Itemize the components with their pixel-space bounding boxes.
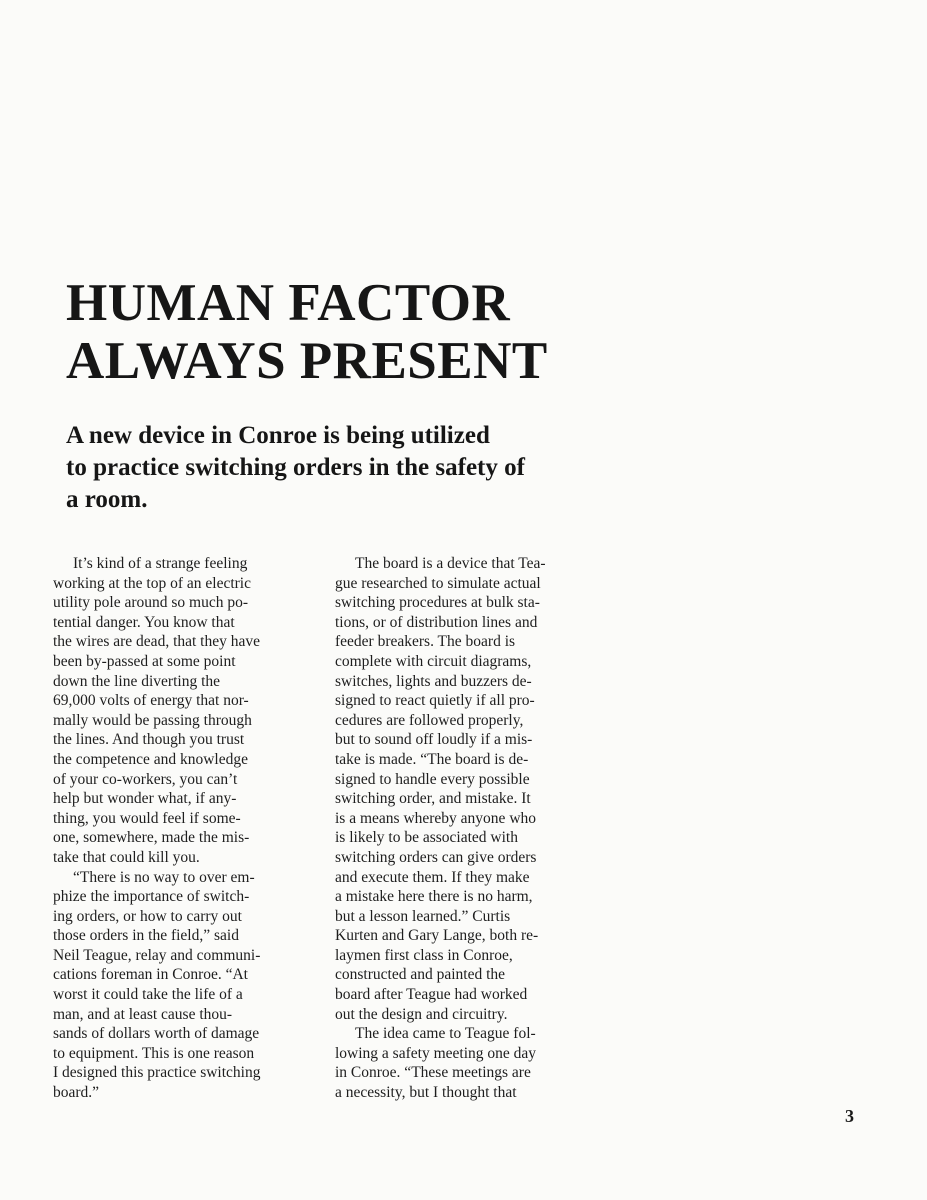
text-line: gue researched to simulate actual (335, 574, 541, 592)
text-line: worst it could take the life of a (53, 986, 243, 1004)
text-line: Neil Teague, relay and communi- (53, 946, 261, 964)
text-line: help but wonder what, if any- (53, 790, 237, 808)
article-subtitle (66, 420, 606, 516)
text-line: constructed and painted the (335, 966, 506, 984)
text-line: but to sound off loudly if a mis- (335, 731, 533, 749)
text-line: is likely to be associated with (335, 829, 518, 847)
text-line: the wires are dead, that they have (53, 633, 261, 651)
text-line: tential danger. You know that (53, 613, 235, 631)
title-line: ALWAYS PRESENT (66, 332, 548, 390)
text-line: those orders in the field,” said (53, 927, 239, 945)
text-line: and execute them. If they make (335, 868, 530, 886)
text-line: in Conroe. “These meetings are (335, 1064, 531, 1082)
text-line: the lines. And though you trust (53, 731, 245, 749)
text-line: board.” (53, 1084, 100, 1102)
text-line: working at the top of an electric (53, 574, 251, 592)
text-line: man, and at least cause thou- (53, 1005, 233, 1023)
text-line: tions, or of distribution lines and (335, 613, 538, 631)
text-line: 69,000 volts of energy that nor- (53, 692, 249, 710)
text-line: signed to react quietly if all pro- (335, 692, 535, 710)
text-line: switching order, and mistake. It (335, 790, 531, 808)
text-line: It’s kind of a strange feeling (73, 555, 248, 572)
text-line: Kurten and Gary Lange, both re- (335, 927, 539, 945)
text-line: but a lesson learned.” Curtis (335, 907, 511, 925)
text-line: take is made. “The board is de- (335, 750, 529, 768)
article-title (66, 274, 548, 390)
text-line: laymen first class in Conroe, (335, 946, 513, 964)
text-line: a necessity, but I thought that (335, 1084, 517, 1102)
text-line: “There is no way to over em- (73, 868, 255, 886)
text-line: thing, you would feel if some- (53, 809, 241, 827)
right-text-column (335, 554, 585, 1103)
text-line: ing orders, or how to carry out (53, 907, 242, 925)
text-line: switching procedures at bulk sta- (335, 594, 540, 612)
text-line: The board is a device that Tea- (355, 555, 546, 572)
text-line: board after Teague had worked (335, 986, 528, 1004)
page-number: 3 (845, 1106, 854, 1126)
subtitle-line: to practice switching orders in the safety of (66, 454, 525, 481)
text-line: cedures are followed properly, (335, 711, 524, 729)
text-line: switching orders can give orders (335, 848, 537, 866)
text-line: The idea came to Teague fol- (355, 1025, 536, 1043)
text-line: one, somewhere, made the mis- (53, 829, 250, 847)
text-line: sands of dollars worth of damage (53, 1025, 260, 1043)
text-line: complete with circuit diagrams, (335, 652, 532, 670)
text-line: lowing a safety meeting one day (335, 1044, 537, 1062)
text-line: take that could kill you. (53, 848, 200, 866)
text-line: down the line diverting the (53, 672, 221, 690)
text-line: I designed this practice switching (53, 1064, 261, 1082)
text-line: out the design and circuitry. (335, 1005, 508, 1023)
subtitle-line: a room. (66, 486, 148, 513)
text-line: feeder breakers. The board is (335, 633, 516, 651)
text-line: the competence and knowledge (53, 750, 248, 768)
text-line: of your co-workers, you can’t (53, 770, 238, 788)
text-line: a mistake here there is no harm, (335, 888, 533, 906)
text-line: mally would be passing through (53, 711, 252, 729)
left-text-column (53, 554, 303, 1103)
text-line: to equipment. This is one reason (53, 1044, 255, 1062)
subtitle-line: A new device in Conroe is being utilized (66, 422, 490, 449)
text-line: cations foreman in Conroe. “At (53, 966, 248, 984)
text-line: is a means whereby anyone who (335, 809, 537, 827)
text-line: utility pole around so much po- (53, 594, 249, 612)
text-line: been by-passed at some point (53, 652, 236, 670)
text-line: switches, lights and buzzers de- (335, 672, 532, 690)
title-line: HUMAN FACTOR (66, 274, 511, 332)
text-line: phize the importance of switch- (53, 888, 250, 906)
text-line: signed to handle every possible (335, 770, 530, 788)
